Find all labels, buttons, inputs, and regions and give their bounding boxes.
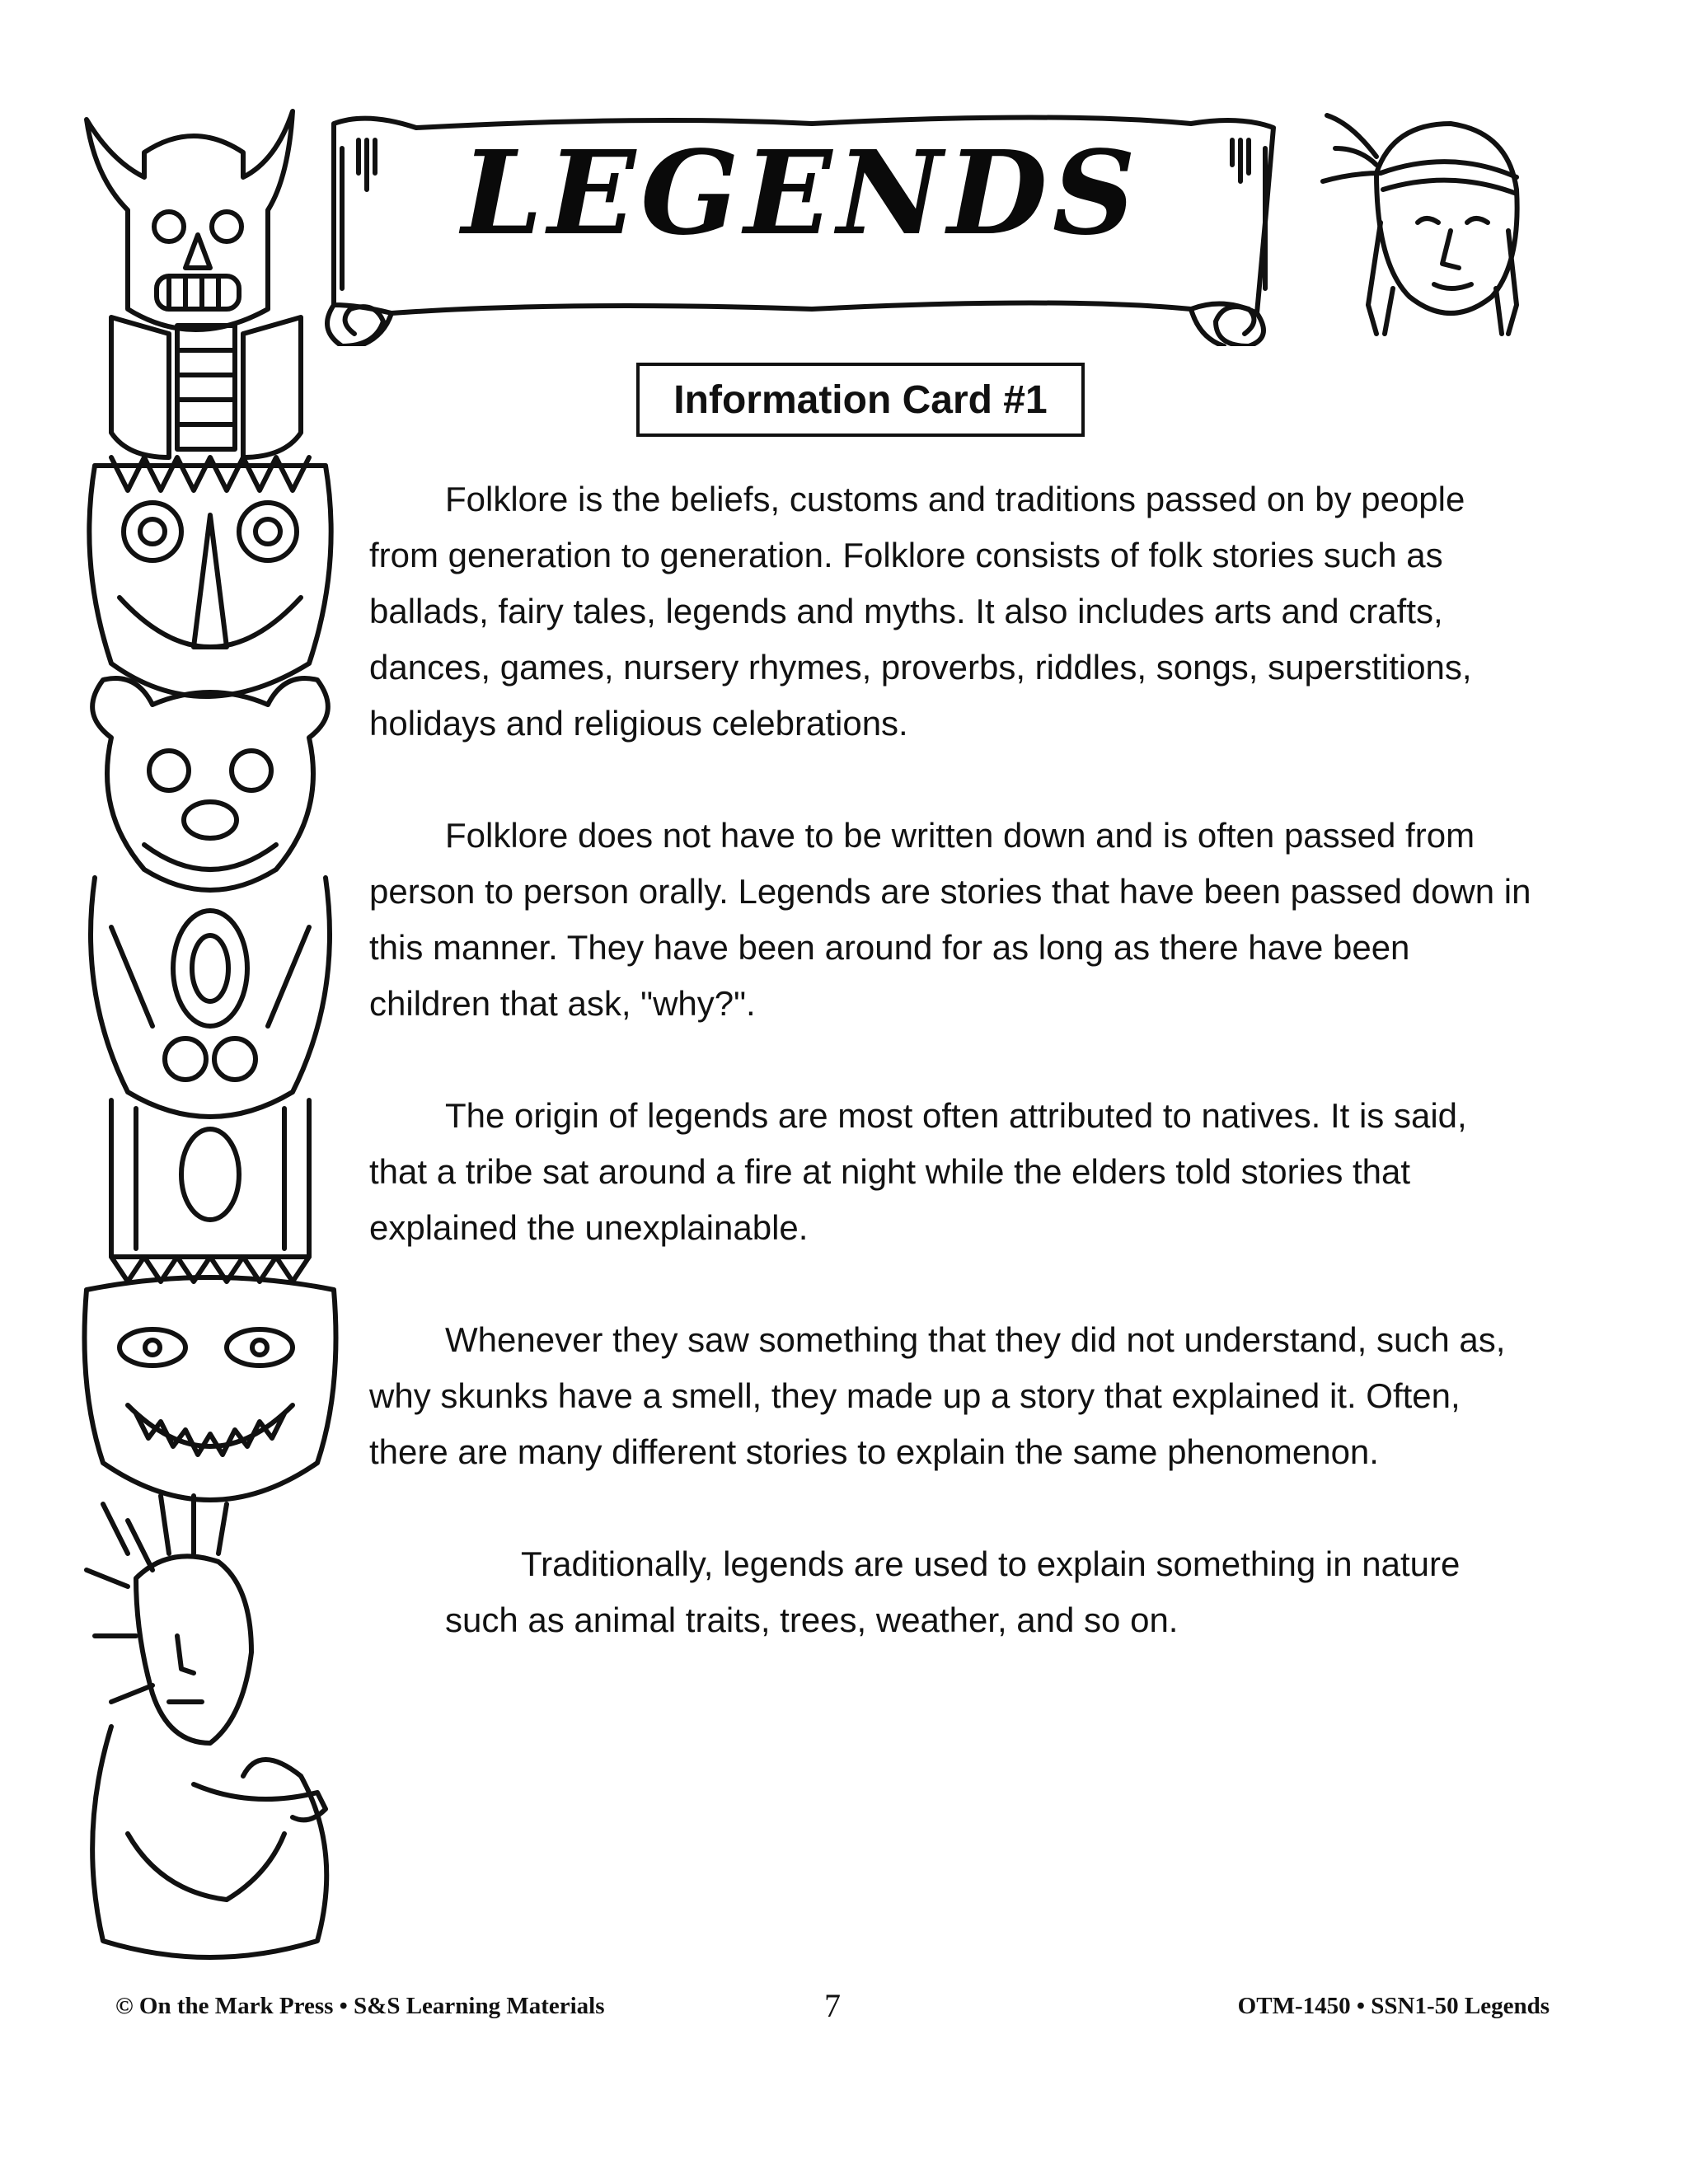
native-portrait-illustration [1319, 99, 1550, 338]
paragraph-2: Folklore does not have to be written down and is often passed from person to person orally. Legends are stories that have been passed down in this manner. They have been around for as long as there have been children that ask, "why?". [369, 816, 1531, 1023]
paragraph-5: Traditionally, legends are used to explain something in nature such as animal traits, trees, weather, and so on. [445, 1544, 1461, 1639]
footer-copyright: © On the Mark Press • S&S Learning Materials [115, 1993, 605, 2019]
page-title: LEGENDS [462, 126, 1141, 261]
page-footer [115, 1986, 1550, 2027]
footer-product-code: OTM-1450 • SSN1-50 Legends [1237, 1993, 1550, 2019]
paragraph-1: Folklore is the beliefs, customs and traditions passed on by people from generation to generation. Folklore consists of folk stories such as ballads, fairy tales, legends and myths. It also includes arts and crafts, dances, games, nursery rhymes, proverbs, riddles, songs, superstitions, holidays and religious celebrations. [369, 480, 1472, 743]
totem-pole-illustration [78, 103, 408, 1974]
body-text [369, 471, 1531, 1704]
paragraph-3: The origin of legends are most often attributed to natives. It is said, that a tribe sat around a fire at night while the elders told stories that explained the unexplainable. [369, 1096, 1467, 1247]
paragraph-4: Whenever they saw something that they did not understand, such as, why skunks have a smell, they made up a story that explained it. Often, there are many different stories to explain the same phenomenon. [369, 1320, 1506, 1471]
information-card-text: Information Card #1 [673, 377, 1048, 422]
page-number: 7 [824, 1987, 841, 2024]
information-card-label [636, 363, 1085, 437]
